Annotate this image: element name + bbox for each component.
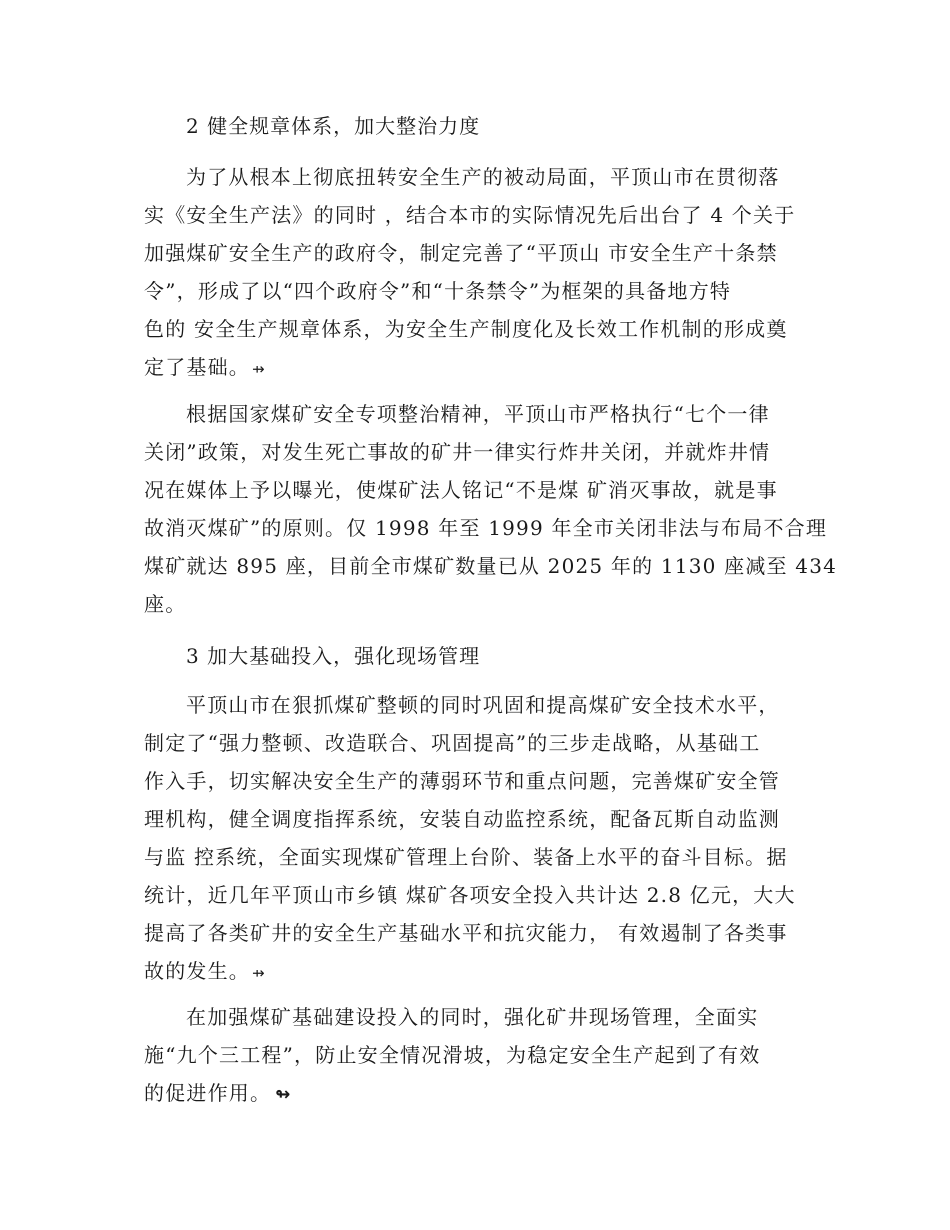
paragraph-line: 提高了各类矿井的安全生产基础水平和抗灾能力， 有效遏制了各类事: [144, 921, 788, 945]
paragraph-line: 实《安全生产法》的同时 ，结合本市的实际情况先后出台了 4 个关于: [144, 203, 796, 227]
paragraph-line-text: 的促进作用。: [144, 1081, 272, 1105]
paragraph-mine-closure: [144, 395, 837, 623]
paragraph-line: 与监 控系统，全面实现煤矿管理上台阶、装备上水平的奋斗目标。据: [144, 845, 788, 869]
paragraph-line: 座。: [144, 592, 187, 616]
end-mark: ↬: [275, 1084, 292, 1105]
paragraph-last-line: [144, 952, 796, 990]
paragraph-mark: ⇸: [252, 964, 266, 982]
paragraph-line: 为了从根本上彻底扭转安全生产的被动局面，平顶山市在贯彻落: [186, 165, 780, 189]
paragraph-investment: [144, 686, 796, 990]
paragraph-line: 根据国家煤矿安全专项整治精神，平顶山市严格执行“七个一律: [186, 402, 770, 426]
paragraph-line-text: 故的发生。: [144, 959, 250, 983]
paragraph-line: 理机构，健全调度指挥系统，安装自动监控系统，配备瓦斯自动监测: [144, 807, 780, 831]
paragraph-line: 令”，形成了以“四个政府令”和“十条禁令”为框架的具备地方特: [144, 279, 732, 303]
paragraph-line-text: 定了基础。: [144, 355, 250, 379]
paragraph-line: 统计，近几年平顶山市乡镇 煤矿各项安全投入共计达 2.8 亿元，大大: [144, 883, 796, 907]
paragraph-site-management: [144, 998, 760, 1112]
paragraph-mark: ⇸: [252, 360, 266, 378]
paragraph-line: 制定了“强力整顿、改造联合、巩固提高”的三步走战略，从基础工: [144, 731, 761, 755]
paragraph-line: 施“九个三工程”，防止安全情况滑坡，为稳定安全生产起到了有效: [144, 1043, 761, 1067]
paragraph-line: 况在媒体上予以曝光，使煤矿法人铭记“不是煤 矿消灭事故，就是事: [144, 478, 778, 502]
section-heading-3: 3 加大基础投入，强化现场管理: [186, 644, 481, 668]
paragraph-line: 故消灭煤矿”的原则。仅 1998 年至 1999 年全市关闭非法与布局不合理: [144, 516, 828, 540]
paragraph-line: 加强煤矿安全生产的政府令，制定完善了“平顶山 市安全生产十条禁: [144, 241, 778, 265]
paragraph-last-line: [144, 348, 795, 386]
paragraph-regulations: [144, 158, 795, 386]
paragraph-last-line: [144, 1074, 760, 1112]
paragraph-line: 在加强煤矿基础建设投入的同时，强化矿井现场管理，全面实: [186, 1005, 759, 1029]
paragraph-line: 煤矿就达 895 座，目前全市煤矿数量已从 2025 年的 1130 座减至 434: [144, 554, 838, 578]
section-heading-2: 2 健全规章体系，加大整治力度: [186, 114, 481, 138]
paragraph-line: 关闭”政策，对发生死亡事故的矿井一律实行炸井关闭，并就炸井情: [144, 440, 771, 464]
paragraph-line: 色的 安全生产规章体系，为安全生产制度化及长效工作机制的形成奠: [144, 317, 788, 341]
paragraph-line: 平顶山市在狠抓煤矿整顿的同时巩固和提高煤矿安全技术水平，: [186, 693, 780, 717]
paragraph-line: 作入手，切实解决安全生产的薄弱环节和重点问题，完善煤矿安全管: [144, 769, 780, 793]
